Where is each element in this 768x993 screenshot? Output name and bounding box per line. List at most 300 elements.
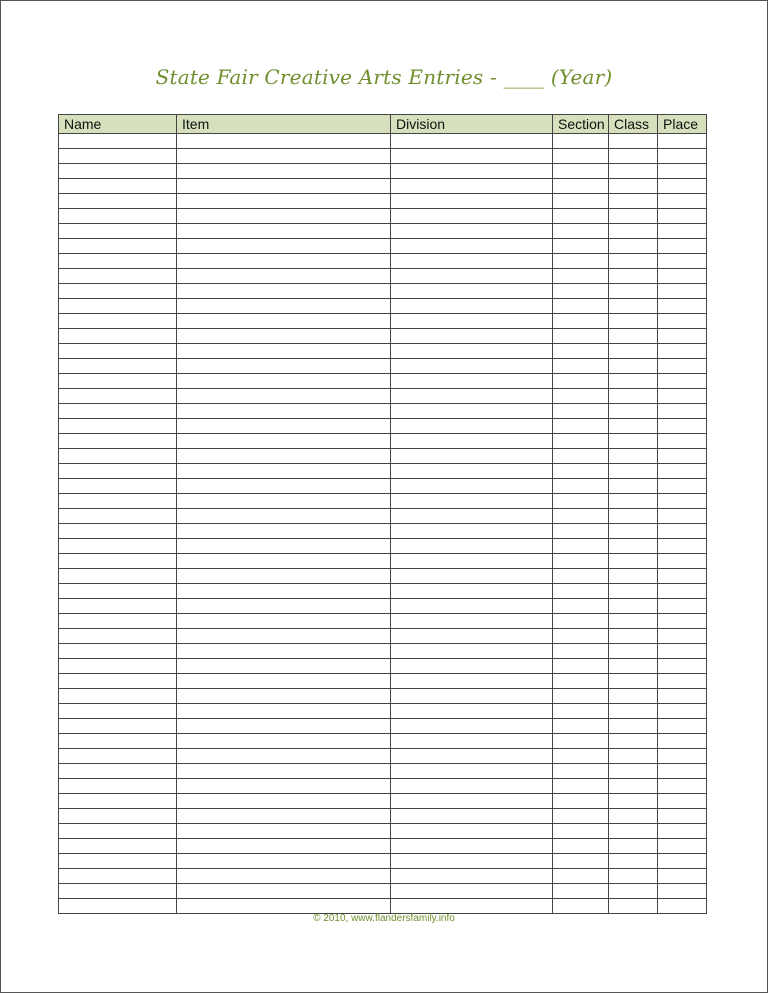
entry-cell-place[interactable] [658,434,707,449]
entry-cell-place[interactable] [658,794,707,809]
entry-cell-division[interactable] [391,734,553,749]
entry-cell-class[interactable] [609,734,658,749]
entry-cell-division[interactable] [391,764,553,779]
entry-cell-name[interactable] [59,254,177,269]
entry-cell-division[interactable] [391,194,553,209]
entry-cell-item[interactable] [177,419,391,434]
entry-cell-division[interactable] [391,554,553,569]
entry-cell-division[interactable] [391,659,553,674]
entry-cell-division[interactable] [391,824,553,839]
entry-cell-class[interactable] [609,644,658,659]
entry-cell-division[interactable] [391,749,553,764]
entry-cell-division[interactable] [391,329,553,344]
entry-cell-item[interactable] [177,839,391,854]
entry-cell-division[interactable] [391,314,553,329]
entry-cell-item[interactable] [177,449,391,464]
entry-cell-item[interactable] [177,284,391,299]
entry-cell-section[interactable] [553,764,609,779]
entry-cell-class[interactable] [609,779,658,794]
entry-cell-class[interactable] [609,704,658,719]
entry-cell-place[interactable] [658,854,707,869]
entry-cell-item[interactable] [177,299,391,314]
entry-cell-class[interactable] [609,314,658,329]
entry-cell-item[interactable] [177,209,391,224]
entry-cell-division[interactable] [391,614,553,629]
entry-cell-item[interactable] [177,179,391,194]
entry-cell-item[interactable] [177,584,391,599]
entry-cell-class[interactable] [609,464,658,479]
entry-cell-class[interactable] [609,284,658,299]
entry-cell-place[interactable] [658,134,707,149]
entry-cell-section[interactable] [553,734,609,749]
entry-cell-item[interactable] [177,494,391,509]
entry-cell-section[interactable] [553,569,609,584]
entry-cell-section[interactable] [553,239,609,254]
entry-cell-place[interactable] [658,704,707,719]
entry-cell-class[interactable] [609,854,658,869]
entry-cell-class[interactable] [609,329,658,344]
entry-cell-place[interactable] [658,299,707,314]
entry-cell-name[interactable] [59,299,177,314]
entry-cell-class[interactable] [609,614,658,629]
entry-cell-place[interactable] [658,629,707,644]
entry-cell-class[interactable] [609,539,658,554]
entry-cell-name[interactable] [59,179,177,194]
entry-cell-division[interactable] [391,869,553,884]
entry-cell-item[interactable] [177,479,391,494]
entry-cell-item[interactable] [177,794,391,809]
entry-cell-section[interactable] [553,149,609,164]
entry-cell-section[interactable] [553,674,609,689]
entry-cell-section[interactable] [553,899,609,914]
entry-cell-name[interactable] [59,899,177,914]
entry-cell-class[interactable] [609,569,658,584]
entry-cell-class[interactable] [609,599,658,614]
entry-cell-division[interactable] [391,794,553,809]
entry-cell-item[interactable] [177,134,391,149]
entry-cell-item[interactable] [177,854,391,869]
entry-cell-place[interactable] [658,389,707,404]
entry-cell-place[interactable] [658,809,707,824]
entry-cell-place[interactable] [658,899,707,914]
entry-cell-division[interactable] [391,599,553,614]
entry-cell-name[interactable] [59,569,177,584]
entry-cell-item[interactable] [177,539,391,554]
entry-cell-place[interactable] [658,479,707,494]
entry-cell-item[interactable] [177,434,391,449]
entry-cell-class[interactable] [609,194,658,209]
entry-cell-name[interactable] [59,509,177,524]
entry-cell-class[interactable] [609,689,658,704]
entry-cell-class[interactable] [609,299,658,314]
entry-cell-division[interactable] [391,404,553,419]
entry-cell-class[interactable] [609,419,658,434]
entry-cell-place[interactable] [658,239,707,254]
entry-cell-class[interactable] [609,869,658,884]
entry-cell-division[interactable] [391,899,553,914]
entry-cell-item[interactable] [177,614,391,629]
entry-cell-name[interactable] [59,329,177,344]
entry-cell-section[interactable] [553,614,609,629]
entry-cell-section[interactable] [553,554,609,569]
entry-cell-section[interactable] [553,524,609,539]
entry-cell-section[interactable] [553,794,609,809]
entry-cell-section[interactable] [553,254,609,269]
entry-cell-item[interactable] [177,344,391,359]
entry-cell-section[interactable] [553,539,609,554]
entry-cell-division[interactable] [391,539,553,554]
entry-cell-class[interactable] [609,209,658,224]
entry-cell-section[interactable] [553,434,609,449]
entry-cell-place[interactable] [658,749,707,764]
entry-cell-division[interactable] [391,509,553,524]
entry-cell-place[interactable] [658,734,707,749]
entry-cell-class[interactable] [609,839,658,854]
entry-cell-place[interactable] [658,689,707,704]
entry-cell-name[interactable] [59,194,177,209]
entry-cell-name[interactable] [59,239,177,254]
entry-cell-section[interactable] [553,509,609,524]
entry-cell-place[interactable] [658,839,707,854]
entry-cell-item[interactable] [177,374,391,389]
entry-cell-item[interactable] [177,359,391,374]
entry-cell-class[interactable] [609,239,658,254]
entry-cell-place[interactable] [658,599,707,614]
entry-cell-place[interactable] [658,314,707,329]
entry-cell-section[interactable] [553,824,609,839]
entry-cell-name[interactable] [59,449,177,464]
entry-cell-place[interactable] [658,149,707,164]
entry-cell-name[interactable] [59,809,177,824]
entry-cell-section[interactable] [553,344,609,359]
entry-cell-name[interactable] [59,524,177,539]
entry-cell-class[interactable] [609,224,658,239]
entry-cell-section[interactable] [553,689,609,704]
entry-cell-name[interactable] [59,854,177,869]
entry-cell-name[interactable] [59,659,177,674]
entry-cell-item[interactable] [177,704,391,719]
entry-cell-name[interactable] [59,284,177,299]
entry-cell-section[interactable] [553,209,609,224]
entry-cell-name[interactable] [59,224,177,239]
entry-cell-place[interactable] [658,869,707,884]
entry-cell-place[interactable] [658,344,707,359]
entry-cell-name[interactable] [59,614,177,629]
entry-cell-name[interactable] [59,164,177,179]
entry-cell-item[interactable] [177,734,391,749]
entry-cell-item[interactable] [177,149,391,164]
entry-cell-item[interactable] [177,749,391,764]
entry-cell-place[interactable] [658,764,707,779]
entry-cell-class[interactable] [609,179,658,194]
entry-cell-place[interactable] [658,449,707,464]
entry-cell-name[interactable] [59,479,177,494]
entry-cell-division[interactable] [391,374,553,389]
entry-cell-division[interactable] [391,344,553,359]
entry-cell-section[interactable] [553,779,609,794]
entry-cell-name[interactable] [59,554,177,569]
entry-cell-division[interactable] [391,494,553,509]
entry-cell-section[interactable] [553,389,609,404]
entry-cell-item[interactable] [177,884,391,899]
entry-cell-name[interactable] [59,434,177,449]
entry-cell-place[interactable] [658,329,707,344]
entry-cell-item[interactable] [177,554,391,569]
entry-cell-place[interactable] [658,884,707,899]
entry-cell-class[interactable] [609,674,658,689]
entry-cell-name[interactable] [59,824,177,839]
entry-cell-place[interactable] [658,404,707,419]
entry-cell-place[interactable] [658,719,707,734]
entry-cell-place[interactable] [658,524,707,539]
entry-cell-item[interactable] [177,644,391,659]
entry-cell-place[interactable] [658,779,707,794]
entry-cell-item[interactable] [177,869,391,884]
entry-cell-section[interactable] [553,314,609,329]
entry-cell-section[interactable] [553,479,609,494]
entry-cell-section[interactable] [553,419,609,434]
entry-cell-item[interactable] [177,659,391,674]
entry-cell-class[interactable] [609,629,658,644]
entry-cell-division[interactable] [391,884,553,899]
entry-cell-class[interactable] [609,884,658,899]
entry-cell-section[interactable] [553,839,609,854]
entry-cell-item[interactable] [177,404,391,419]
entry-cell-item[interactable] [177,764,391,779]
entry-cell-division[interactable] [391,149,553,164]
entry-cell-name[interactable] [59,779,177,794]
entry-cell-section[interactable] [553,194,609,209]
entry-cell-class[interactable] [609,374,658,389]
entry-cell-place[interactable] [658,509,707,524]
entry-cell-place[interactable] [658,464,707,479]
entry-cell-item[interactable] [177,569,391,584]
entry-cell-name[interactable] [59,134,177,149]
entry-cell-division[interactable] [391,854,553,869]
entry-cell-class[interactable] [609,509,658,524]
entry-cell-division[interactable] [391,239,553,254]
entry-cell-division[interactable] [391,134,553,149]
entry-cell-section[interactable] [553,659,609,674]
entry-cell-division[interactable] [391,809,553,824]
entry-cell-item[interactable] [177,824,391,839]
entry-cell-item[interactable] [177,389,391,404]
entry-cell-division[interactable] [391,719,553,734]
entry-cell-division[interactable] [391,704,553,719]
entry-cell-name[interactable] [59,374,177,389]
entry-cell-name[interactable] [59,209,177,224]
entry-cell-name[interactable] [59,269,177,284]
entry-cell-section[interactable] [553,164,609,179]
entry-cell-name[interactable] [59,464,177,479]
entry-cell-section[interactable] [553,179,609,194]
entry-cell-name[interactable] [59,314,177,329]
entry-cell-place[interactable] [658,194,707,209]
entry-cell-item[interactable] [177,809,391,824]
entry-cell-class[interactable] [609,659,658,674]
entry-cell-item[interactable] [177,254,391,269]
entry-cell-name[interactable] [59,689,177,704]
entry-cell-place[interactable] [658,179,707,194]
entry-cell-item[interactable] [177,899,391,914]
entry-cell-division[interactable] [391,254,553,269]
entry-cell-class[interactable] [609,794,658,809]
entry-cell-name[interactable] [59,644,177,659]
entry-cell-class[interactable] [609,434,658,449]
entry-cell-name[interactable] [59,344,177,359]
entry-cell-name[interactable] [59,419,177,434]
entry-cell-division[interactable] [391,179,553,194]
entry-cell-division[interactable] [391,674,553,689]
entry-cell-name[interactable] [59,359,177,374]
entry-cell-place[interactable] [658,209,707,224]
entry-cell-item[interactable] [177,524,391,539]
entry-cell-section[interactable] [553,599,609,614]
entry-cell-name[interactable] [59,839,177,854]
entry-cell-division[interactable] [391,434,553,449]
entry-cell-name[interactable] [59,539,177,554]
entry-cell-class[interactable] [609,164,658,179]
entry-cell-place[interactable] [658,824,707,839]
entry-cell-item[interactable] [177,329,391,344]
entry-cell-section[interactable] [553,809,609,824]
entry-cell-class[interactable] [609,719,658,734]
entry-cell-section[interactable] [553,854,609,869]
entry-cell-place[interactable] [658,614,707,629]
entry-cell-place[interactable] [658,539,707,554]
entry-cell-place[interactable] [658,374,707,389]
entry-cell-class[interactable] [609,389,658,404]
entry-cell-section[interactable] [553,494,609,509]
entry-cell-name[interactable] [59,389,177,404]
entry-cell-item[interactable] [177,239,391,254]
entry-cell-place[interactable] [658,584,707,599]
entry-cell-class[interactable] [609,134,658,149]
entry-cell-division[interactable] [391,359,553,374]
entry-cell-section[interactable] [553,404,609,419]
entry-cell-section[interactable] [553,359,609,374]
entry-cell-place[interactable] [658,659,707,674]
entry-cell-division[interactable] [391,299,553,314]
entry-cell-place[interactable] [658,284,707,299]
entry-cell-section[interactable] [553,449,609,464]
entry-cell-item[interactable] [177,779,391,794]
entry-cell-item[interactable] [177,674,391,689]
entry-cell-section[interactable] [553,374,609,389]
entry-cell-name[interactable] [59,674,177,689]
entry-cell-division[interactable] [391,839,553,854]
entry-cell-place[interactable] [658,224,707,239]
entry-cell-division[interactable] [391,629,553,644]
entry-cell-item[interactable] [177,164,391,179]
entry-cell-place[interactable] [658,554,707,569]
entry-cell-division[interactable] [391,584,553,599]
entry-cell-division[interactable] [391,779,553,794]
entry-cell-name[interactable] [59,149,177,164]
entry-cell-division[interactable] [391,644,553,659]
entry-cell-place[interactable] [658,269,707,284]
entry-cell-item[interactable] [177,194,391,209]
entry-cell-class[interactable] [609,269,658,284]
entry-cell-section[interactable] [553,269,609,284]
entry-cell-place[interactable] [658,164,707,179]
entry-cell-division[interactable] [391,689,553,704]
entry-cell-division[interactable] [391,224,553,239]
entry-cell-section[interactable] [553,884,609,899]
entry-cell-division[interactable] [391,164,553,179]
entry-cell-item[interactable] [177,269,391,284]
entry-cell-class[interactable] [609,254,658,269]
entry-cell-item[interactable] [177,629,391,644]
entry-cell-section[interactable] [553,704,609,719]
entry-cell-class[interactable] [609,449,658,464]
entry-cell-class[interactable] [609,479,658,494]
entry-cell-item[interactable] [177,314,391,329]
entry-cell-name[interactable] [59,764,177,779]
entry-cell-division[interactable] [391,569,553,584]
entry-cell-place[interactable] [658,674,707,689]
entry-cell-section[interactable] [553,464,609,479]
entry-cell-class[interactable] [609,899,658,914]
entry-cell-class[interactable] [609,344,658,359]
entry-cell-division[interactable] [391,419,553,434]
entry-cell-class[interactable] [609,494,658,509]
entry-cell-place[interactable] [658,419,707,434]
entry-cell-section[interactable] [553,284,609,299]
entry-cell-division[interactable] [391,284,553,299]
entry-cell-division[interactable] [391,449,553,464]
entry-cell-item[interactable] [177,689,391,704]
entry-cell-place[interactable] [658,569,707,584]
entry-cell-name[interactable] [59,629,177,644]
entry-cell-section[interactable] [553,299,609,314]
entry-cell-class[interactable] [609,404,658,419]
entry-cell-name[interactable] [59,734,177,749]
entry-cell-division[interactable] [391,389,553,404]
entry-cell-section[interactable] [553,224,609,239]
entry-cell-division[interactable] [391,479,553,494]
entry-cell-name[interactable] [59,869,177,884]
entry-cell-name[interactable] [59,749,177,764]
entry-cell-division[interactable] [391,269,553,284]
entry-cell-name[interactable] [59,404,177,419]
entry-cell-section[interactable] [553,644,609,659]
entry-cell-item[interactable] [177,719,391,734]
entry-cell-class[interactable] [609,584,658,599]
entry-cell-division[interactable] [391,524,553,539]
entry-cell-class[interactable] [609,749,658,764]
entry-cell-section[interactable] [553,329,609,344]
entry-cell-item[interactable] [177,509,391,524]
entry-cell-name[interactable] [59,599,177,614]
entry-cell-section[interactable] [553,629,609,644]
entry-cell-item[interactable] [177,599,391,614]
entry-cell-section[interactable] [553,749,609,764]
entry-cell-item[interactable] [177,464,391,479]
entry-cell-name[interactable] [59,719,177,734]
entry-cell-class[interactable] [609,359,658,374]
entry-cell-name[interactable] [59,584,177,599]
entry-cell-place[interactable] [658,254,707,269]
entry-cell-class[interactable] [609,149,658,164]
entry-cell-place[interactable] [658,644,707,659]
entry-cell-place[interactable] [658,494,707,509]
entry-cell-name[interactable] [59,884,177,899]
entry-cell-item[interactable] [177,224,391,239]
entry-cell-section[interactable] [553,584,609,599]
entry-cell-section[interactable] [553,134,609,149]
entry-cell-section[interactable] [553,719,609,734]
